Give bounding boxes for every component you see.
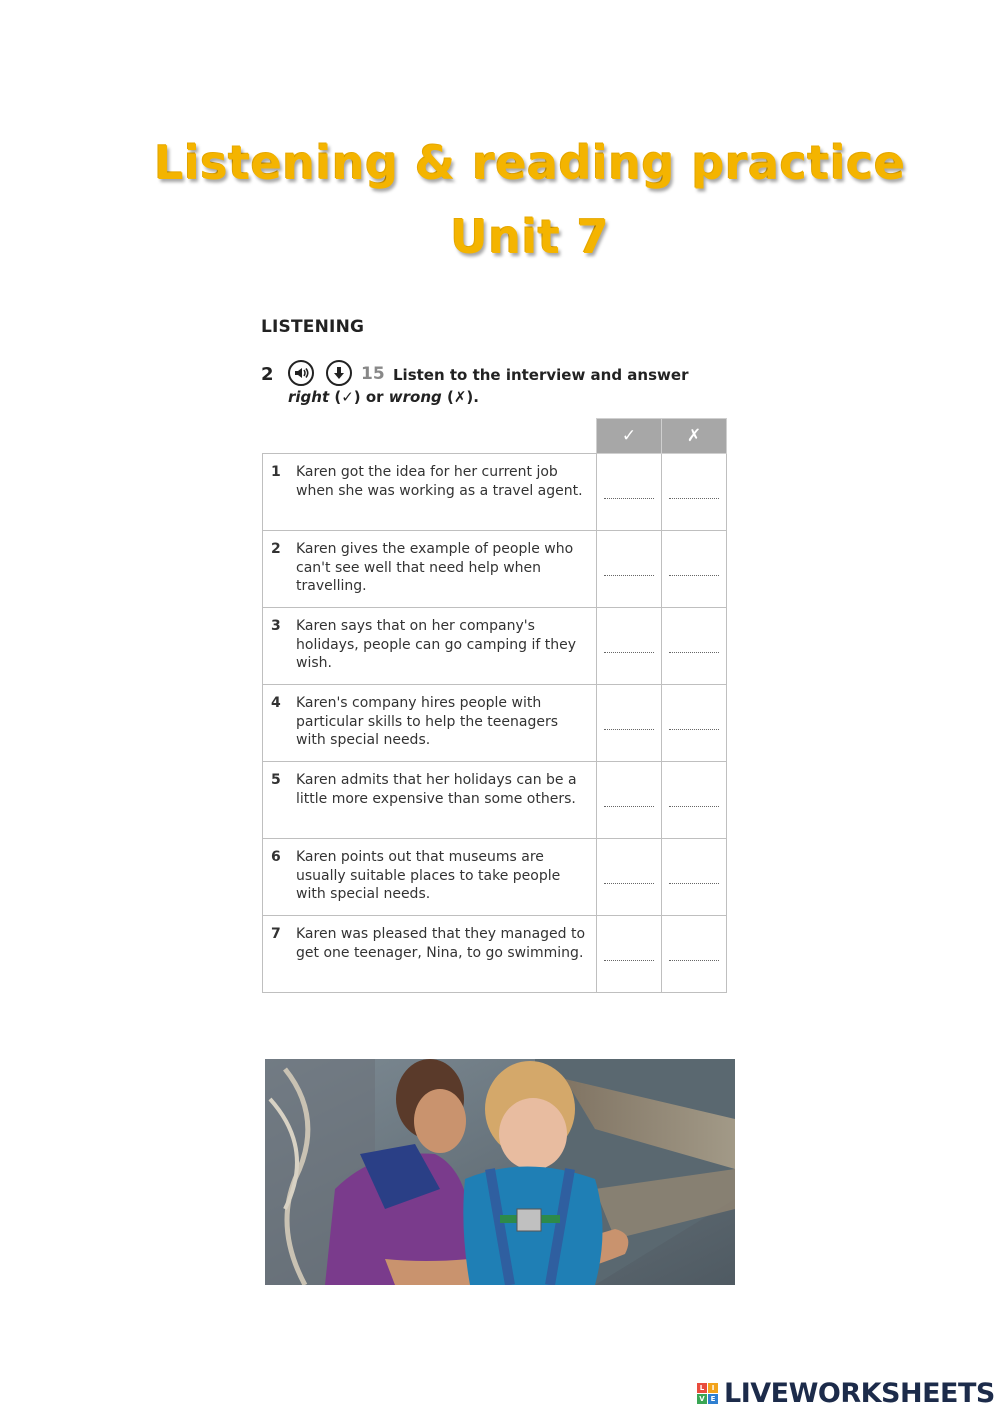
statement-number: 6 [271,849,281,865]
answer-blank[interactable] [604,575,654,576]
answer-right-box[interactable] [597,839,662,916]
statement-number: 4 [271,695,281,711]
statement-text: Karen got the idea for her current job when she was working as a travel agent. [296,464,583,499]
answer-right-box[interactable] [597,916,662,993]
answer-blank[interactable] [604,498,654,499]
answer-blank[interactable] [604,806,654,807]
statement-number: 7 [271,926,281,942]
header-blank [263,419,597,454]
answer-wrong-box[interactable] [662,685,727,762]
worksheet-title-line2: Unit 7 [450,210,610,264]
logo-letter: E [708,1394,718,1404]
table-row [263,839,727,916]
download-icon[interactable] [326,360,352,386]
liveworksheets-logo [697,1378,997,1410]
statement-text: Karen admits that her holidays can be a little more expensive than some others. [296,772,577,807]
statement-text: Karen points out that museums are usually suitable places to take people with special needs. [296,849,561,902]
answer-blank[interactable] [604,652,654,653]
right-word: right [288,388,330,406]
answer-right-box[interactable] [597,608,662,685]
statement-number: 1 [271,464,281,480]
table-row [263,916,727,993]
answer-wrong-box[interactable] [662,454,727,531]
answer-blank[interactable] [669,575,719,576]
header-right: ✓ [597,419,662,454]
table-row [263,762,727,839]
statement-number: 3 [271,618,281,634]
logo-letter: I [708,1383,718,1393]
instruction-text-line2 [288,388,479,406]
statement-cell [263,839,597,916]
answer-table [262,418,727,993]
statement-cell [263,531,597,608]
statement-text: Karen gives the example of people who can't see well that need help when travelling. [296,541,574,594]
table-row [263,685,727,762]
answer-blank[interactable] [604,729,654,730]
wrong-word: wrong [388,388,442,406]
table-row [263,608,727,685]
answer-blank[interactable] [669,883,719,884]
answer-right-box[interactable] [597,685,662,762]
statement-cell [263,454,597,531]
answer-right-box[interactable] [597,531,662,608]
statement-cell [263,762,597,839]
photo-sailing-instructor-and-teen [265,1059,735,1285]
answer-blank[interactable] [669,729,719,730]
table-row [263,531,727,608]
logo-text: LIVEWORKSHEETS [724,1378,995,1409]
statement-text: Karen's company hires people with particular skills to help the teenagers with special needs. [296,695,559,748]
answer-blank[interactable] [669,806,719,807]
table-row [263,454,727,531]
exercise-number: 2 [261,364,274,385]
wrong-mark: (✗). [441,388,479,406]
statement-cell [263,685,597,762]
answer-blank[interactable] [604,883,654,884]
answer-wrong-box[interactable] [662,916,727,993]
answer-blank[interactable] [669,960,719,961]
header-wrong: ✗ [662,419,727,454]
answer-right-box[interactable] [597,454,662,531]
answer-wrong-box[interactable] [662,762,727,839]
answer-right-box[interactable] [597,762,662,839]
answer-wrong-box[interactable] [662,608,727,685]
worksheet-title-line1: Listening & reading practice [154,136,906,190]
statement-number: 2 [271,541,281,557]
statement-text: Karen was pleased that they managed to get one teenager, Nina, to go swimming. [296,926,586,961]
statement-cell [263,916,597,993]
answer-blank[interactable] [604,960,654,961]
right-mark: (✓) or [329,388,389,406]
track-number: 15 [361,364,385,384]
statement-number: 5 [271,772,281,788]
logo-letter: L [697,1383,707,1393]
answer-blank[interactable] [669,652,719,653]
logo-grid-icon [697,1383,719,1405]
logo-letter: V [697,1394,707,1404]
speaker-icon[interactable] [288,360,314,386]
statement-cell [263,608,597,685]
section-heading: LISTENING [261,317,365,337]
exercise-instructions [261,360,731,410]
answer-wrong-box[interactable] [662,531,727,608]
answer-wrong-box[interactable] [662,839,727,916]
answer-blank[interactable] [669,498,719,499]
statement-text: Karen says that on her company's holidays, people can go camping if they wish. [296,618,576,671]
instruction-text: Listen to the interview and answer [393,366,689,384]
